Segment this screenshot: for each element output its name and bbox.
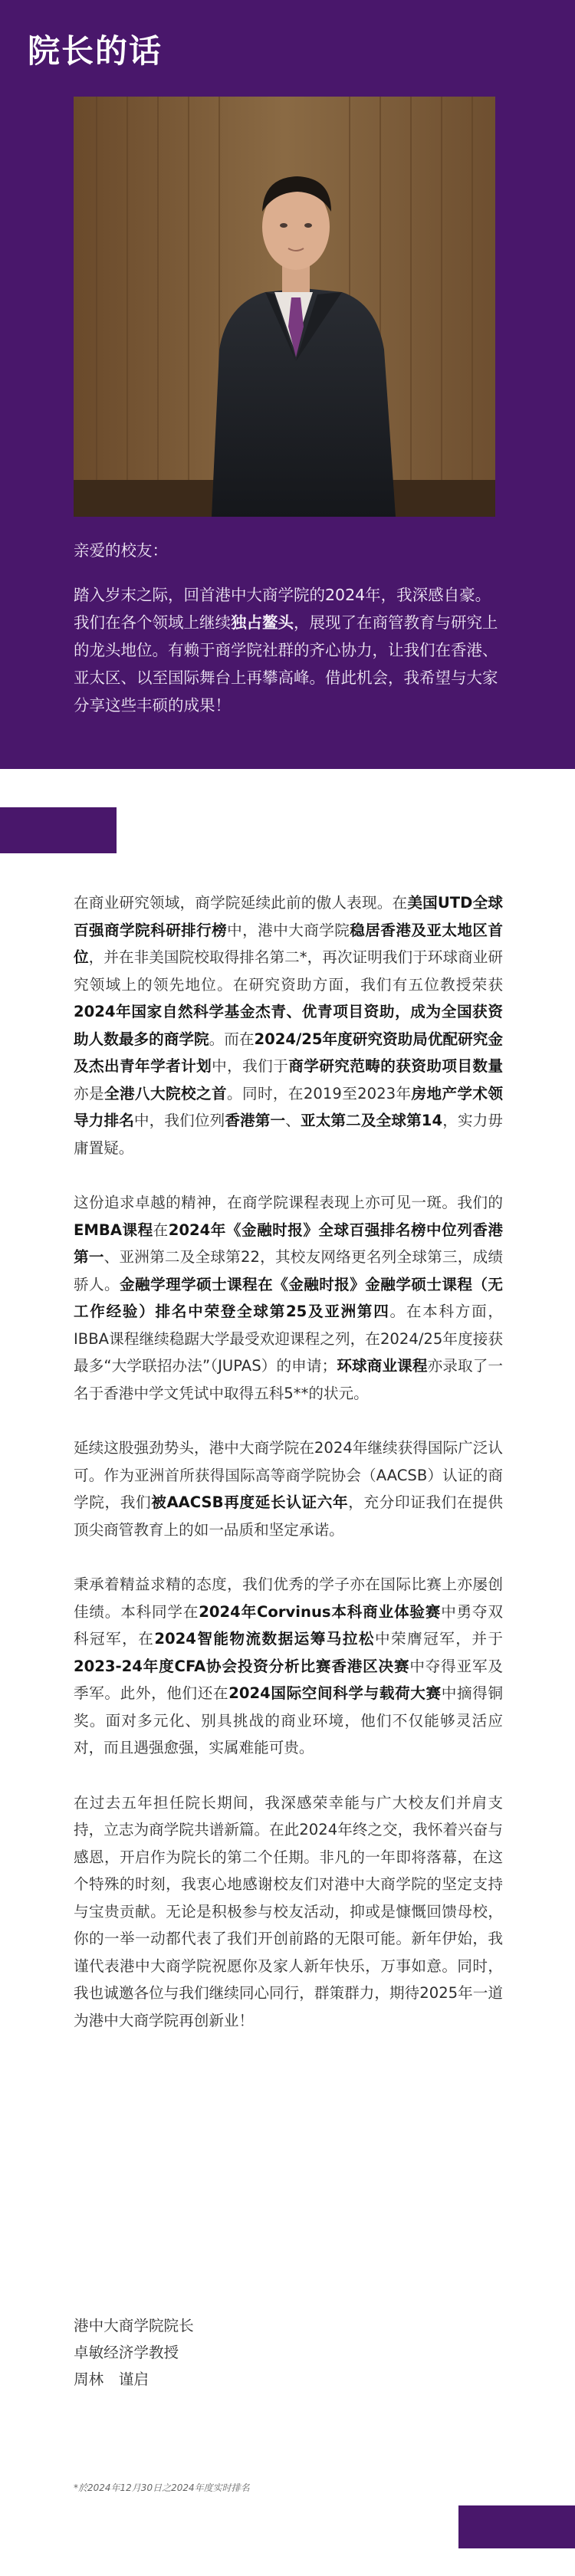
page-title: 院长的话 [28,32,163,70]
paragraph-research: 在商业研究领域，商学院延续此前的傲人表现。在美国UTD全球百强商学院科研排行榜中，港中大商学院稳居香港及亚太地区首位，并在非美国院校取得排名第二*，再次证明我们于环球商业研究领域上的领先地位。在研究资助方面，我们有五位教授荣获2024年国家自然科学基金杰青、优青项目资助，成为全国获资助人数最多的商学院。而在2024/25年度研究资助局优配研究金及杰出青年学者计划中，我们于商学研究范畴的获资助项目数量亦是全港八大院校之首。同时，在2019至2023年房地产学术领导力排名中，我们位列香港第一、亚太第二及全球第14，实力毋庸置疑。 [74,894,504,1157]
paragraph-competitions: 秉承着精益求精的态度，我们优秀的学子亦在国际比赛上亦屡创佳绩。本科同学在2024年Corvinus本科商业体验赛中勇夺双科冠军，在2024智能物流数据运筹马拉松中荣膺冠军，并于2023-24年度CFA协会投资分析比赛香港区决赛中夺得亚军及季军。此外，他们还在2024国际空间科学与载荷大赛中摘得铜奖。面对多元化、别具挑战的商业环境，他们不仅能够灵活应对，而且遇强愈强，实属难能可贵。 [74,1576,504,1756]
decorative-purple-block-bottom [458,2505,575,2548]
hero-intro-text [74,537,503,719]
letter-body [74,889,503,2062]
hero-banner [0,0,575,769]
dean-portrait-image [74,97,495,517]
signature-professorship: 卓敏经济学教授 [74,2344,179,2361]
paragraph-accreditation: 延续这股强劲势头，港中大商学院在2024年继续获得国际广泛认可。作为亚洲首所获得国际高等商学院协会（AACSB）认证的商学院，我们被AACSB再度延长认证六年，充分印证我们在提供顶尖商管教育上的如一品质和坚定承诺。 [74,1439,504,1539]
signature-title: 港中大商学院院长 [74,2317,194,2334]
paragraph-programmes: 这份追求卓越的精神，在商学院课程表现上亦可见一斑。我们的EMBA课程在2024年《金融时报》全球百强排名榜中位列香港第一、亚洲第二及全球第22，其校友网络更名列全球第三，成绩骄人。金融学理学硕士课程在《金融时报》金融学硕士课程（无工作经验）排名中荣登全球第25及亚洲第四。在本科方面，IBBA课程继续稳踞大学最受欢迎课程之列，在2024/25年度接获最多“大学联招办法”（JUPAS）的申请；环球商业课程亦录取了一名于香港中学文凭试中取得五科5**的状元。 [74,1194,504,1402]
footnote: *於2024年12月30日之2024年度实时排名 [74,2482,250,2493]
signature-name: 周林 谨启 [74,2371,149,2388]
decorative-purple-block [0,807,117,853]
signature-block [74,2312,503,2393]
salutation: 亲爱的校友： [74,541,168,560]
dean-portrait-photo [74,97,495,517]
intro-paragraph: 踏入岁末之际，回首港中大商学院的2024年，我深感自豪。我们在各个领域上继续独占鳌头，展现了在商管教育与研究上的龙头地位。有赖于商学院社群的齐心协力，让我们在香港、亚太区、以至国际舞台上再攀高峰。借此机会，我希望与大家分享这些丰硕的成果！ [74,586,498,715]
paragraph-closing: 在过去五年担任院长期间，我深感荣幸能与广大校友们并肩支持，立志为商学院共谱新篇。在此2024年终之交，我怀着兴奋与感恩，开启作为院长的第二个任期。非凡的一年即将落幕，在这个特殊的时刻，我衷心地感谢校友们对港中大商学院的坚定支持与宝贵贡献。无论是积极参与校友活动，抑或是慷慨回馈母校，你的一举一动都代表了我们开创前路的无限可能。新年伊始，我谨代表港中大商学院祝愿你及家人新年快乐，万事如意。同时，我也诚邀各位与我们继续同心同行，群策群力，期待2025年一道为港中大商学院再创新业！ [74,1793,503,2029]
